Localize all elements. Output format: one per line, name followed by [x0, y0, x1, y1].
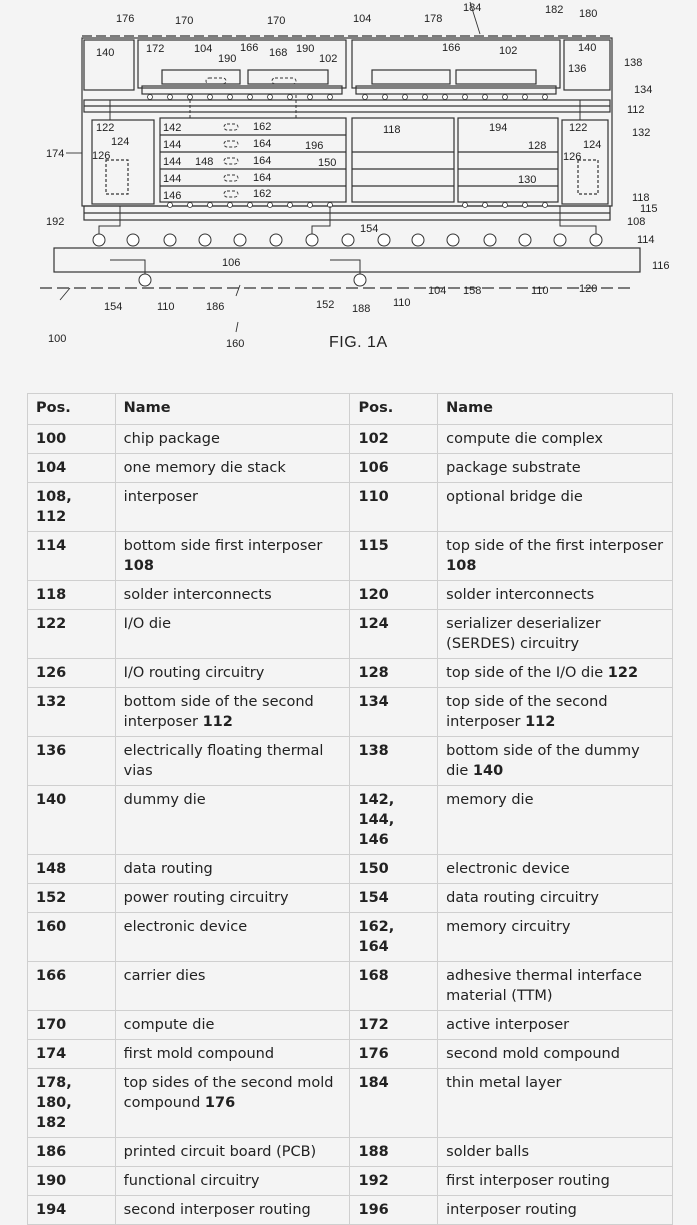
part-position-text: 120 — [358, 587, 389, 603]
part-name-text: interposer routing — [446, 1202, 577, 1218]
part-name-text: electrically floating thermal vias — [123, 743, 324, 779]
part-name-text: top side of the second interposer — [446, 694, 608, 730]
part-position — [350, 855, 438, 884]
part-name — [438, 855, 673, 884]
part-position-text: 102 — [358, 431, 389, 447]
label-164: 164 — [253, 155, 272, 167]
table-row — [28, 610, 673, 659]
part-position — [350, 884, 438, 913]
label-146: 146 — [163, 190, 182, 202]
label-180: 180 — [579, 8, 598, 20]
label-130: 130 — [518, 174, 537, 186]
part-position-text: 124 — [358, 616, 389, 632]
part-position-text: 178, 180, 182 — [36, 1075, 72, 1131]
part-name-text: memory circuitry — [446, 919, 571, 935]
part-position-text: 192 — [358, 1173, 389, 1189]
part-name-text: memory die — [446, 792, 534, 808]
label-144: 144 — [163, 139, 182, 151]
part-position — [28, 659, 116, 688]
part-name-text: adhesive thermal interface material (TTM) — [446, 968, 642, 1004]
part-position-text: 100 — [36, 431, 67, 447]
label-170: 170 — [267, 15, 286, 27]
label-196: 196 — [305, 140, 324, 152]
part-position — [350, 532, 438, 581]
part-name-text: bottom side first interposer — [123, 538, 323, 554]
part-name-text: top side of the first interposer — [446, 538, 664, 554]
part-position — [28, 962, 116, 1011]
part-name — [438, 737, 673, 786]
part-position-text: 134 — [358, 694, 389, 710]
part-name — [115, 913, 350, 962]
part-name — [115, 610, 350, 659]
label-122: 122 — [569, 122, 588, 134]
part-name-text: carrier dies — [123, 968, 206, 984]
table-row — [28, 1138, 673, 1167]
part-position — [28, 1040, 116, 1069]
part-name — [438, 913, 673, 962]
label-118: 118 — [383, 124, 401, 136]
part-position — [350, 425, 438, 454]
part-position-text: 174 — [36, 1046, 67, 1062]
part-position — [28, 884, 116, 913]
part-position-text: 128 — [358, 665, 389, 681]
part-name — [438, 483, 673, 532]
part-position-text: 162, 164 — [358, 919, 395, 955]
table-row — [28, 483, 673, 532]
table-row — [28, 1069, 673, 1138]
table-body — [28, 425, 673, 1225]
label-126: 126 — [563, 151, 582, 163]
part-name-text: second interposer routing — [123, 1202, 311, 1218]
part-name-text: compute die complex — [446, 431, 603, 447]
part-name — [438, 659, 673, 688]
part-position-text: 166 — [36, 968, 67, 984]
label-192: 192 — [46, 216, 65, 228]
part-name — [438, 1011, 673, 1040]
part-position — [28, 1196, 116, 1225]
part-name — [115, 454, 350, 483]
part-position-text: 126 — [36, 665, 67, 681]
part-name — [115, 483, 350, 532]
part-reference: 112 — [202, 714, 233, 730]
part-position — [350, 737, 438, 786]
label-124: 124 — [111, 136, 130, 148]
table-row — [28, 532, 673, 581]
part-name — [115, 532, 350, 581]
part-name-text: I/O die — [123, 616, 172, 632]
label-164: 164 — [253, 172, 272, 184]
part-position-text: 184 — [358, 1075, 389, 1091]
table-row — [28, 454, 673, 483]
part-name-text: solder interconnects — [123, 587, 272, 603]
label-144: 144 — [163, 156, 182, 168]
part-name-text: second mold compound — [446, 1046, 620, 1062]
part-name — [115, 884, 350, 913]
part-name-text: chip package — [123, 431, 220, 447]
label-168: 168 — [269, 47, 288, 59]
part-position-text: 160 — [36, 919, 67, 935]
part-name-text: power routing circuitry — [123, 890, 289, 906]
figure-labels — [46, 2, 670, 351]
label-190: 190 — [218, 53, 237, 65]
part-position — [28, 1069, 116, 1138]
part-name-text: bottom side of the second interposer — [123, 694, 314, 730]
label-110: 110 — [393, 297, 411, 309]
label-112: 112 — [627, 104, 645, 116]
label-104: 104 — [194, 43, 213, 55]
label-148: 148 — [195, 156, 214, 168]
label-100: 100 — [48, 333, 67, 345]
part-position — [28, 1011, 116, 1040]
part-position-text: 154 — [358, 890, 389, 906]
table-row — [28, 855, 673, 884]
label-188: 188 — [352, 303, 371, 315]
label-120: 120 — [579, 283, 598, 295]
part-name — [115, 1011, 350, 1040]
part-position-text: 110 — [358, 489, 389, 505]
part-name-text: package substrate — [446, 460, 581, 476]
label-108: 108 — [627, 216, 646, 228]
table-row — [28, 688, 673, 737]
part-name-text: data routing circuitry — [446, 890, 599, 906]
part-position-text: 122 — [36, 616, 67, 632]
part-name — [438, 581, 673, 610]
part-position-text: 196 — [358, 1202, 389, 1218]
label-102: 102 — [499, 45, 518, 57]
part-name — [438, 454, 673, 483]
table-row — [28, 1040, 673, 1069]
part-name — [438, 688, 673, 737]
part-name — [115, 1069, 350, 1138]
part-position — [28, 1138, 116, 1167]
part-name-text: top sides of the second mold compound — [123, 1075, 334, 1111]
part-position-text: 106 — [358, 460, 389, 476]
part-position — [350, 913, 438, 962]
part-position — [28, 425, 116, 454]
label-114: 114 — [637, 234, 655, 246]
part-name — [438, 532, 673, 581]
table-row — [28, 1196, 673, 1225]
part-position-text: 152 — [36, 890, 67, 906]
label-144: 144 — [163, 173, 182, 185]
table-row — [28, 425, 673, 454]
label-194: 194 — [489, 122, 508, 134]
part-position-text: 150 — [358, 861, 389, 877]
part-position — [28, 610, 116, 659]
part-position-text: 188 — [358, 1144, 389, 1160]
part-position-text: 104 — [36, 460, 67, 476]
label-104: 104 — [353, 13, 372, 25]
part-name — [438, 425, 673, 454]
table-row — [28, 962, 673, 1011]
label-138: 138 — [624, 57, 643, 69]
part-position — [28, 532, 116, 581]
part-position — [350, 610, 438, 659]
table-row — [28, 1011, 673, 1040]
table-row — [28, 659, 673, 688]
part-name — [115, 737, 350, 786]
part-position — [350, 1011, 438, 1040]
part-name-text: data routing — [123, 861, 213, 877]
label-140: 140 — [96, 47, 115, 59]
part-position-text: 176 — [358, 1046, 389, 1062]
label-124: 124 — [583, 139, 602, 151]
figure-drawing — [0, 0, 697, 365]
label-142: 142 — [163, 122, 182, 134]
figure-caption: FIG. 1A — [329, 334, 388, 351]
part-position-text: 142, 144, 146 — [358, 792, 395, 848]
part-position-text: 132 — [36, 694, 67, 710]
table-row — [28, 581, 673, 610]
label-115: 115 — [640, 203, 658, 215]
part-position-text: 172 — [358, 1017, 389, 1033]
label-174: 174 — [46, 148, 65, 160]
part-position-text: 108, 112 — [36, 489, 72, 525]
part-name — [438, 962, 673, 1011]
label-136: 136 — [568, 63, 587, 75]
part-name-text: solder balls — [446, 1144, 530, 1160]
part-position — [28, 688, 116, 737]
label-132: 132 — [632, 127, 651, 139]
part-position — [350, 483, 438, 532]
table-row — [28, 884, 673, 913]
part-name — [438, 884, 673, 913]
part-position — [28, 786, 116, 855]
part-name — [438, 1138, 673, 1167]
part-position — [28, 913, 116, 962]
part-position-text: 114 — [36, 538, 67, 554]
part-name — [438, 786, 673, 855]
part-name-text: thin metal layer — [446, 1075, 562, 1091]
part-position — [350, 1069, 438, 1138]
part-position — [350, 454, 438, 483]
label-118: 118 — [632, 192, 650, 204]
label-116: 116 — [652, 260, 670, 272]
part-position — [350, 659, 438, 688]
part-name-text: first interposer routing — [446, 1173, 610, 1189]
part-position — [350, 962, 438, 1011]
part-name-text: compute die — [123, 1017, 215, 1033]
part-name-text: one memory die stack — [123, 460, 286, 476]
part-name-text: printed circuit board (PCB) — [123, 1144, 317, 1160]
part-reference: 112 — [525, 714, 556, 730]
part-name — [115, 581, 350, 610]
header-name: Name — [115, 394, 350, 425]
label-186: 186 — [206, 301, 225, 313]
label-104: 104 — [428, 285, 447, 297]
part-name — [115, 1196, 350, 1225]
label-182: 182 — [545, 4, 564, 16]
label-110: 110 — [157, 301, 175, 313]
part-position-text: 186 — [36, 1144, 67, 1160]
label-178: 178 — [424, 13, 443, 25]
part-reference: 140 — [472, 763, 504, 779]
patent-figure — [0, 0, 697, 365]
label-190: 190 — [296, 43, 315, 55]
part-name — [438, 610, 673, 659]
part-position — [28, 855, 116, 884]
part-position — [350, 786, 438, 855]
part-name — [115, 786, 350, 855]
part-name-text: I/O routing circuitry — [123, 665, 265, 681]
table-row — [28, 1167, 673, 1196]
part-name — [115, 659, 350, 688]
label-110: 110 — [531, 285, 549, 297]
label-166: 166 — [442, 42, 461, 54]
label-184: 184 — [463, 2, 482, 14]
part-name-text: active interposer — [446, 1017, 570, 1033]
label-160: 160 — [226, 338, 245, 350]
part-position — [28, 737, 116, 786]
header-pos: Pos. — [350, 394, 438, 425]
label-162: 162 — [253, 121, 272, 133]
part-name-text: electronic device — [446, 861, 570, 877]
parts-table — [27, 393, 673, 1225]
part-name-text: serializer deserializer (SERDES) circuitry — [446, 616, 601, 652]
part-name — [115, 1167, 350, 1196]
part-position — [350, 1040, 438, 1069]
part-name — [438, 1040, 673, 1069]
part-reference: 108 — [123, 558, 154, 574]
part-name — [115, 425, 350, 454]
part-name-text: electronic device — [123, 919, 248, 935]
label-152: 152 — [316, 299, 335, 311]
part-position — [28, 1167, 116, 1196]
label-102: 102 — [319, 53, 338, 65]
label-150: 150 — [318, 157, 337, 169]
part-name-text: optional bridge die — [446, 489, 583, 505]
part-position — [350, 688, 438, 737]
label-166: 166 — [240, 42, 259, 54]
table-row — [28, 913, 673, 962]
part-position-text: 190 — [36, 1173, 67, 1189]
part-position-text: 136 — [36, 743, 67, 759]
label-122: 122 — [96, 122, 115, 134]
part-position — [28, 454, 116, 483]
part-name-text: dummy die — [123, 792, 206, 808]
part-name-text: interposer — [123, 489, 198, 505]
part-name — [115, 1040, 350, 1069]
part-name — [115, 962, 350, 1011]
part-position — [350, 1167, 438, 1196]
part-position-text: 168 — [358, 968, 389, 984]
label-158: 158 — [463, 285, 482, 297]
table-row — [28, 786, 673, 855]
label-128: 128 — [528, 140, 547, 152]
label-176: 176 — [116, 13, 135, 25]
part-name — [115, 1138, 350, 1167]
table-header-row — [28, 394, 673, 425]
part-name — [438, 1196, 673, 1225]
part-name-text: first mold compound — [123, 1046, 275, 1062]
label-162: 162 — [253, 188, 272, 200]
part-name-text: solder interconnects — [446, 587, 595, 603]
table-row — [28, 737, 673, 786]
part-position-text: 138 — [358, 743, 389, 759]
part-name — [115, 688, 350, 737]
part-position — [28, 483, 116, 532]
part-name — [115, 855, 350, 884]
part-name-text: bottom side of the dummy die — [446, 743, 640, 779]
part-reference: 108 — [446, 558, 477, 574]
part-position-text: 148 — [36, 861, 67, 877]
label-170: 170 — [175, 15, 194, 27]
header-name: Name — [438, 394, 673, 425]
header-pos: Pos. — [28, 394, 116, 425]
part-name — [438, 1069, 673, 1138]
part-position — [350, 581, 438, 610]
label-140: 140 — [578, 42, 597, 54]
part-position — [28, 581, 116, 610]
label-164: 164 — [253, 138, 272, 150]
label-134: 134 — [634, 84, 653, 96]
part-reference: 122 — [607, 665, 639, 681]
part-position — [350, 1138, 438, 1167]
label-106: 106 — [222, 257, 241, 269]
label-154: 154 — [360, 223, 379, 235]
label-154: 154 — [104, 301, 123, 313]
part-name-text: functional circuitry — [123, 1173, 260, 1189]
part-position-text: 115 — [358, 538, 389, 554]
part-reference: 176 — [204, 1095, 236, 1111]
part-position-text: 118 — [36, 587, 67, 603]
label-172: 172 — [146, 43, 165, 55]
part-name-text: top side of the I/O die — [446, 665, 604, 681]
part-position-text: 140 — [36, 792, 67, 808]
part-name — [438, 1167, 673, 1196]
label-126: 126 — [92, 150, 111, 162]
part-position-text: 170 — [36, 1017, 67, 1033]
part-position-text: 194 — [36, 1202, 67, 1218]
part-position — [350, 1196, 438, 1225]
